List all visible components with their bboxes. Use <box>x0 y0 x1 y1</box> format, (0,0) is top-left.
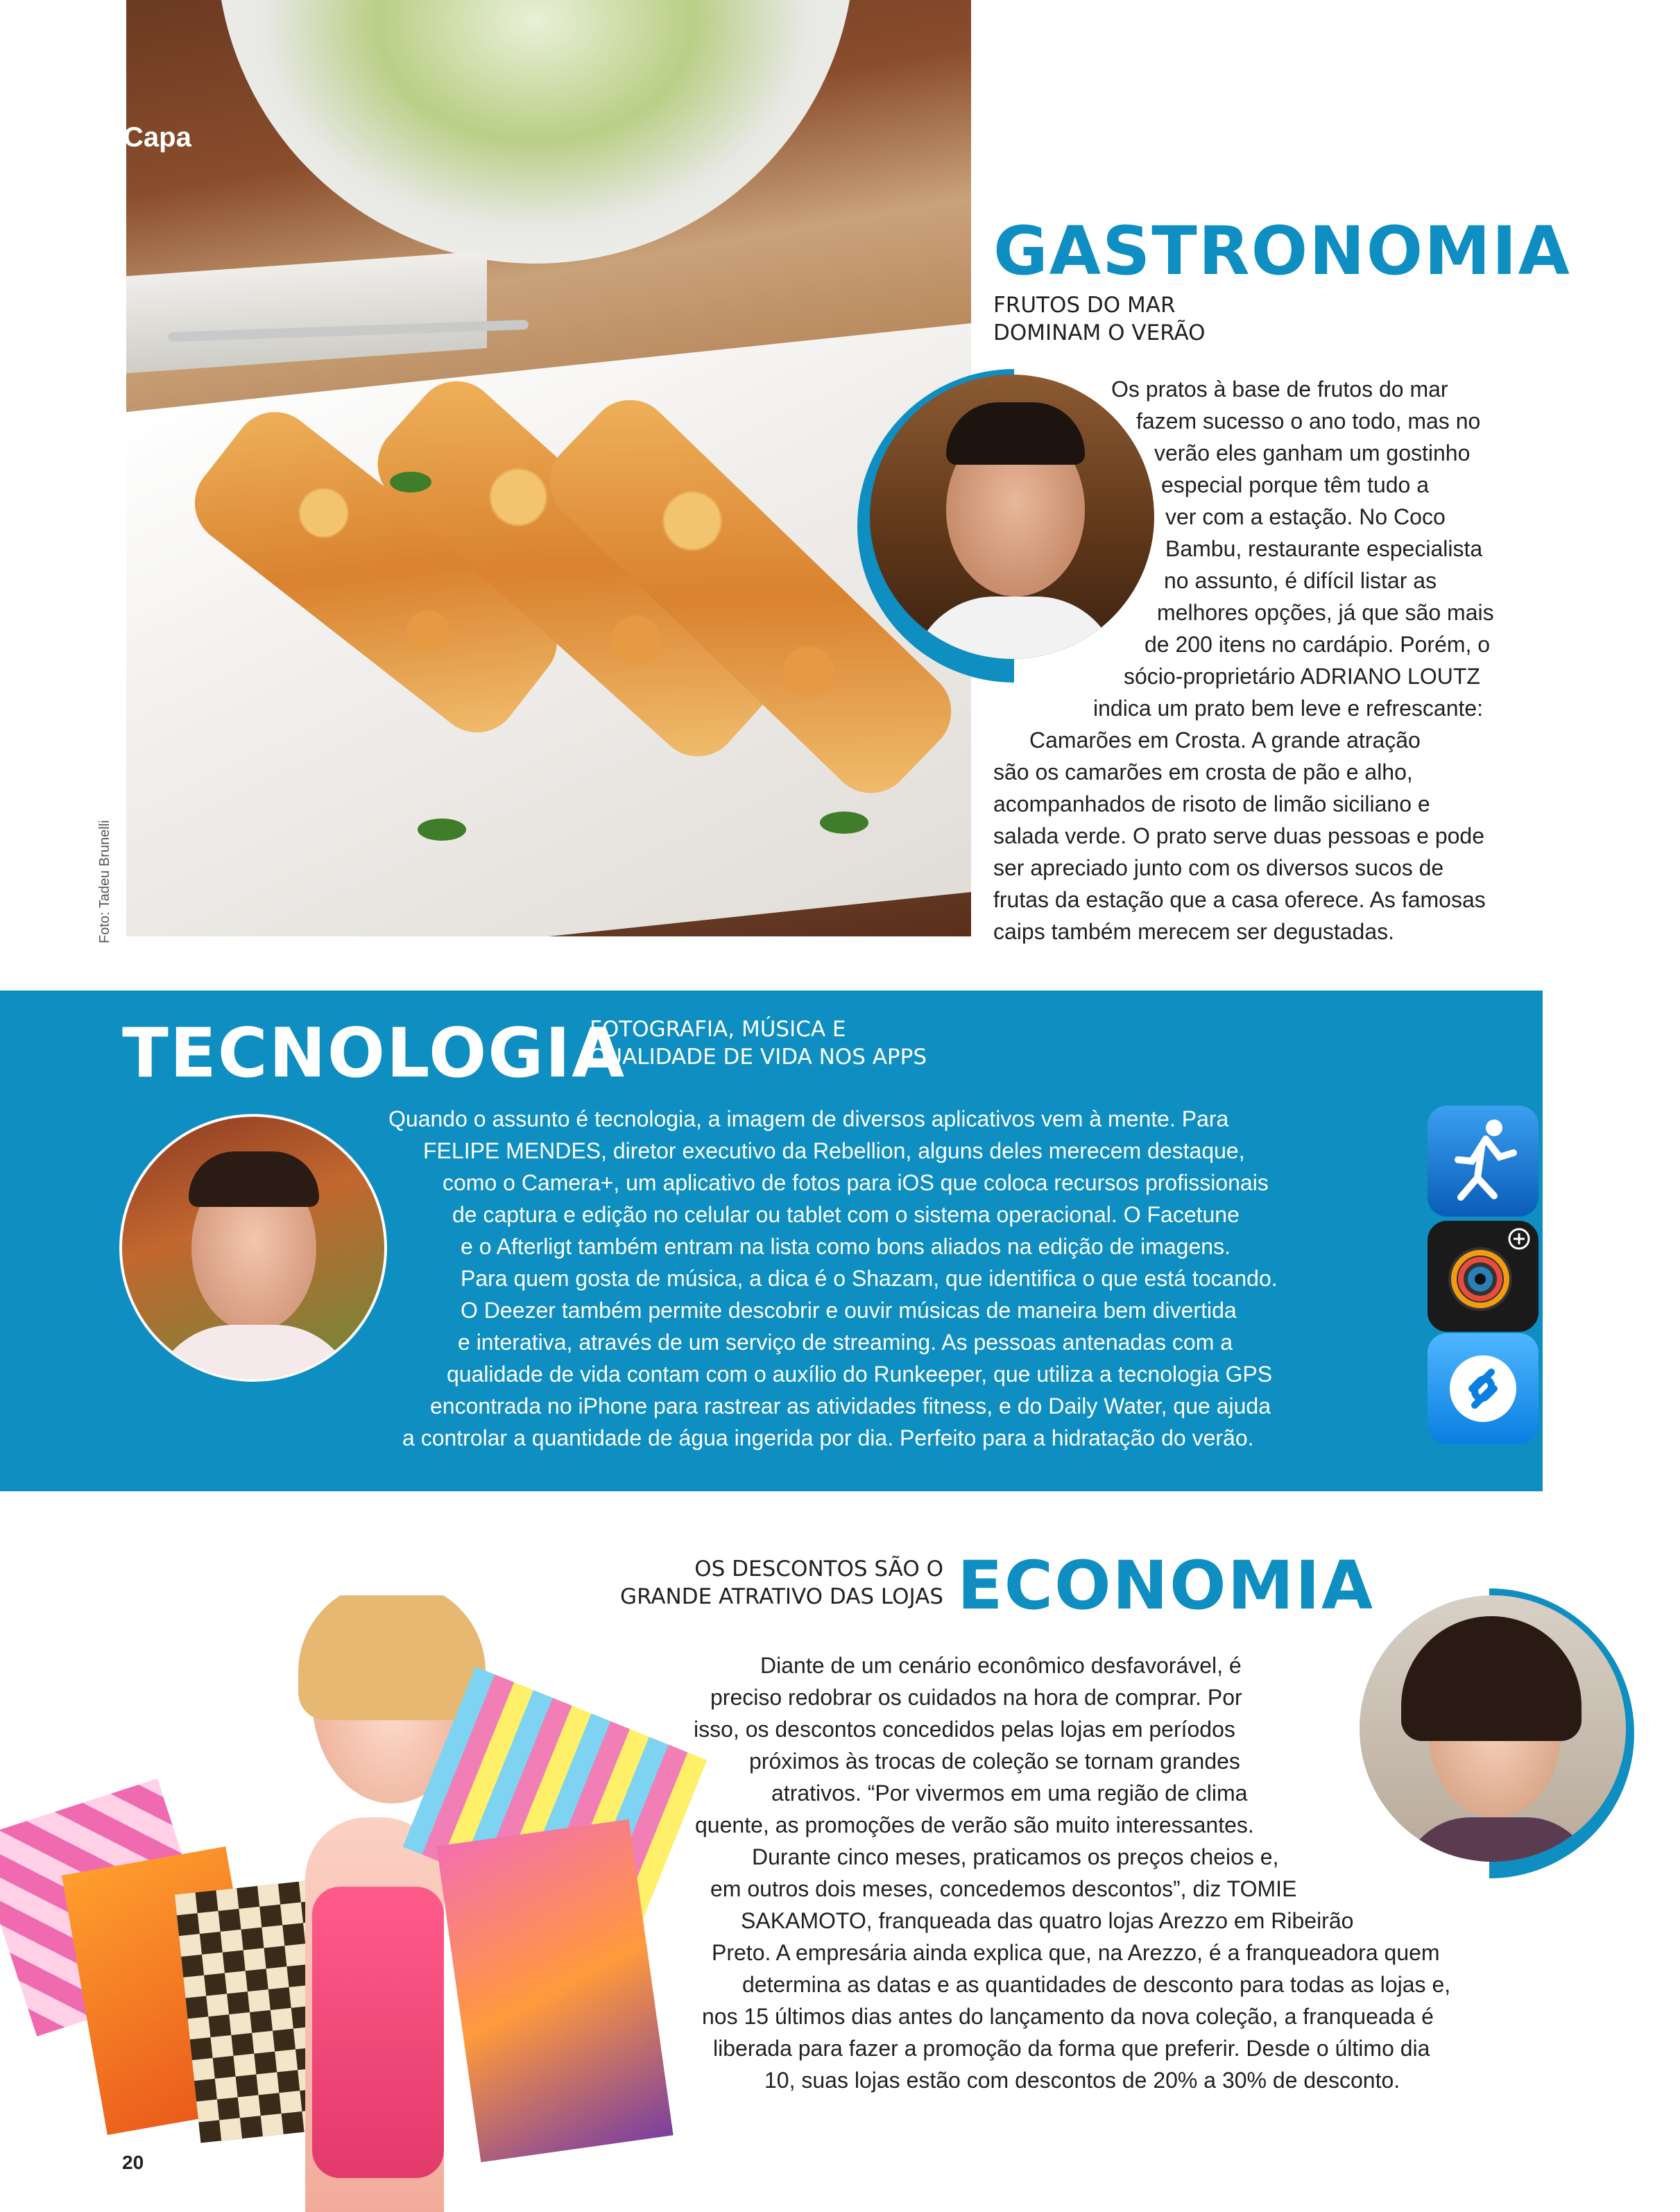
pink-top <box>312 1887 444 2178</box>
text-line <box>423 1135 1245 1167</box>
hair <box>189 1151 319 1207</box>
text-line: qualidade de vida contam com o auxílio do Runkeeper, que utiliza a tecnologia GPS <box>447 1362 1273 1387</box>
subtitle-line: DOMINAM O VERÃO <box>993 320 1206 345</box>
runkeeper-icon <box>1428 1106 1538 1217</box>
text-line: fazem sucesso o ano todo, mas no <box>1136 409 1481 434</box>
text-line: especial porque têm tudo a <box>1161 472 1430 497</box>
text-line: melhores opções, já que são mais <box>1157 600 1494 625</box>
tomie-portrait <box>1360 1595 1626 1862</box>
text-line: O Deezer também permite descobrir e ouvir músicas de maneira bem divertida <box>461 1298 1237 1323</box>
page-number: 20 <box>122 2152 144 2173</box>
napkin <box>126 251 487 373</box>
text-line: nos 15 últimos dias antes do lançamento da nova coleção, a franqueada é <box>702 2004 1434 2029</box>
text-line <box>1124 660 1480 692</box>
text-fragment: em outros dois meses, concedemos descontos”, diz <box>710 1876 1227 1901</box>
text-line: isso, os descontos concedidos pelas lojas em períodos <box>694 1717 1235 1742</box>
text-line: encontrada no iPhone para rastrear as atividades fitness, e do Daily Water, que ajuda <box>430 1394 1271 1418</box>
tecnologia-title: TECNOLOGIA <box>122 1014 626 1093</box>
text-line <box>741 1905 1353 1937</box>
tecnologia-subtitle <box>590 1015 927 1071</box>
parsley <box>390 472 431 492</box>
text-line: de 200 itens no cardápio. Porém, o <box>1145 632 1491 657</box>
text-line: e o Afterligt também entram na lista como bons aliados na edição de imagens. <box>461 1234 1231 1259</box>
parsley <box>820 812 868 834</box>
subtitle-line: GRANDE ATRATIVO DAS LOJAS <box>620 1584 943 1609</box>
text-line: verão eles ganham um gostinho <box>1154 440 1471 465</box>
woman-hair <box>298 1595 486 1720</box>
shirt <box>150 1325 358 1382</box>
text-line: como o Camera+, um aplicativo de fotos para iOS que coloca recursos profissionais <box>443 1170 1269 1195</box>
shopping-woman-photo <box>0 1595 735 2212</box>
text-line: Quando o assunto é tecnologia, a imagem de diversos aplicativos vem à mente. Para <box>388 1106 1229 1131</box>
text-line: próximos às trocas de coleção se tornam grandes <box>749 1749 1240 1774</box>
shazam-icon <box>1428 1333 1538 1444</box>
text-line: Bambu, restaurante especialista <box>1165 536 1483 561</box>
text-line: são os camarões em crosta de pão e alho, <box>993 760 1413 785</box>
text-fragment: franqueada das quatro lojas Arezzo em Ribeirão <box>872 1908 1354 1933</box>
text-line: frutas da estação que a casa oferece. As famosas <box>993 887 1486 912</box>
text-line <box>710 1873 1296 1905</box>
photo-credit: Foto: Tadeu Brunelli <box>97 820 112 943</box>
text-line: 10, suas lojas estão com descontos de 20% a 30% de desconto. <box>764 2068 1400 2093</box>
text-line: a controlar a quantidade de água ingerida por dia. Perfeito para a hidratação do verão. <box>402 1425 1254 1450</box>
text-line: salada verde. O prato serve duas pessoas e pode <box>993 823 1484 848</box>
person-name: SAKAMOTO, <box>741 1908 873 1933</box>
text-line: atrativos. “Por vivermos em uma região de clima <box>771 1781 1248 1806</box>
text-line: Os pratos à base de frutos do mar <box>1111 377 1448 402</box>
seafood-photo <box>126 0 971 936</box>
text-line: ver com a estação. No Coco <box>1165 504 1446 529</box>
subtitle-line: OS DESCONTOS SÃO O <box>694 1557 943 1581</box>
gastronomia-subtitle <box>993 291 1206 347</box>
person-name: ADRIANO LOUTZ <box>1300 664 1480 689</box>
subtitle-line: FRUTOS DO MAR <box>993 293 1176 318</box>
hair <box>946 402 1085 465</box>
text-line: Para quem gosta de música, a dica é o Shazam, que identifica o que está tocando. <box>461 1266 1278 1291</box>
hair <box>1401 1616 1582 1741</box>
section-label: Capa <box>123 122 191 153</box>
parsley <box>418 818 466 841</box>
gastronomia-title: GASTRONOMIA <box>993 212 1571 290</box>
subtitle-line: QUALIDADE DE VIDA NOS APPS <box>590 1045 927 1070</box>
text-line: quente, as promoções de verão são muito interessantes. <box>695 1812 1254 1837</box>
adriano-portrait <box>870 375 1154 659</box>
text-fragment: sócio-proprietário <box>1124 664 1301 689</box>
text-line: Preto. A empresária ainda explica que, na Arezzo, é a franqueadora quem <box>712 1940 1440 1965</box>
camera-plus-icon <box>1428 1221 1538 1332</box>
text-line: acompanhados de risoto de limão siciliano e <box>993 791 1430 816</box>
person-name: FELIPE MENDES, <box>423 1138 607 1163</box>
text-line: liberada para fazer a promoção da forma que preferir. Desde o último dia <box>713 2036 1430 2061</box>
text-line: Camarões em Crosta. A grande atração <box>1029 728 1421 753</box>
text-line: Diante de um cenário econômico desfavorável, é <box>760 1653 1242 1678</box>
text-line: indica um prato bem leve e refrescante: <box>1093 696 1484 721</box>
felipe-portrait <box>119 1114 387 1382</box>
text-line: determina as datas e as quantidades de desconto para todas as lojas e, <box>742 1972 1451 1997</box>
person-name: TOMIE <box>1226 1876 1297 1901</box>
text-line: no assunto, é difícil listar as <box>1164 568 1437 593</box>
text-line: e interativa, através de um serviço de streaming. As pessoas antenadas com a <box>458 1330 1233 1355</box>
economia-title: ECONOMIA <box>957 1547 1375 1624</box>
blouse <box>1401 1817 1595 1862</box>
text-fragment: diretor executivo da Rebellion, alguns deles merecem destaque, <box>606 1138 1245 1163</box>
shirt <box>911 597 1120 659</box>
text-line: ser apreciado junto com os diversos sucos de <box>993 855 1444 880</box>
text-line: preciso redobrar os cuidados na hora de comprar. Por <box>710 1685 1242 1710</box>
text-line: Durante cinco meses, praticamos os preços cheios e, <box>752 1844 1279 1869</box>
text-line: de captura e edição no celular ou tablet com o sistema operacional. O Facetune <box>452 1202 1240 1227</box>
text-line: caips também merecem ser degustadas. <box>993 919 1395 944</box>
subtitle-line: FOTOGRAFIA, MÚSICA E <box>590 1017 846 1042</box>
salad-bowl <box>216 0 855 264</box>
